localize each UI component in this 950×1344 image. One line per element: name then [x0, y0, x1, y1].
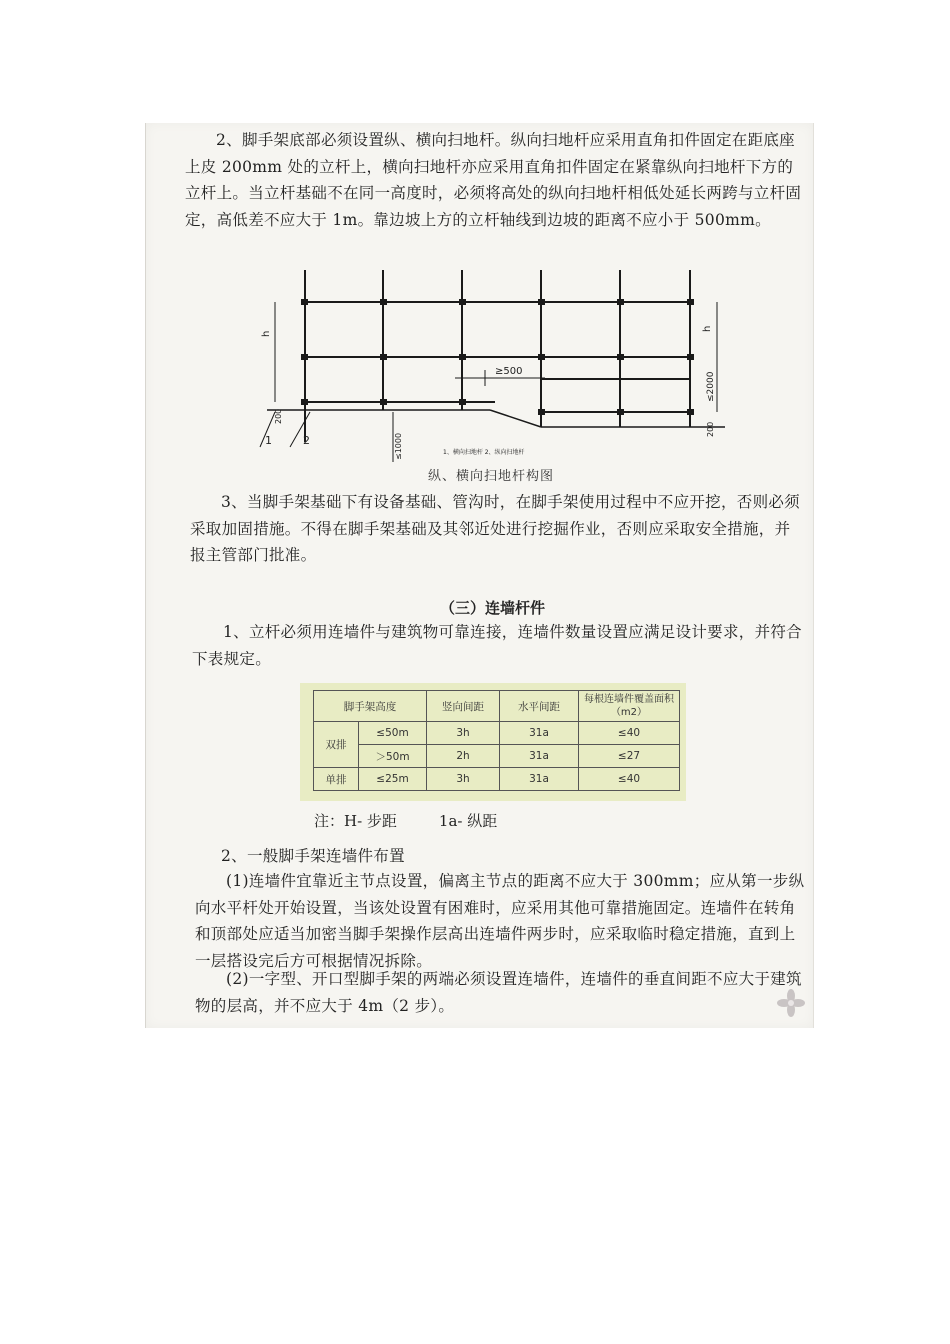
- note-spacing: 1a- 纵距: [438, 812, 498, 830]
- sweeping-pole-diagram: [255, 262, 735, 462]
- table-row: [314, 745, 680, 768]
- label-h-right: h: [702, 325, 713, 332]
- header-vertical: 竖向间距: [427, 691, 500, 722]
- spec-table: [313, 690, 680, 791]
- section-heading: （三）连墙杆件: [440, 599, 546, 617]
- cell-horizontal: 31a: [500, 745, 579, 768]
- cell-vertical: 2h: [427, 745, 500, 768]
- cell-height: ≤50m: [359, 722, 427, 745]
- label-200-left: 200: [274, 408, 283, 424]
- cell-height: ＞50m: [359, 745, 427, 768]
- spec-table-panel: [300, 683, 686, 801]
- header-height: 脚手架高度: [314, 691, 427, 722]
- paragraph-wall-ties: 1、立杆必须用连墙件与建筑物可靠连接，连墙件数量设置应满足设计要求，并符合下表规定。: [192, 623, 802, 668]
- label-200-right: 200: [706, 421, 715, 437]
- table-row: [314, 722, 680, 745]
- header-area: 每根连墙件覆盖面积（m2）: [579, 691, 680, 722]
- header-horizontal: 水平间距: [500, 691, 579, 722]
- cell-height: ≤25m: [359, 768, 427, 791]
- note-step: 注：H- 步距: [314, 812, 397, 830]
- cell-double-row: 双排: [314, 722, 359, 768]
- table-note: [314, 810, 497, 831]
- label-1: 1: [265, 434, 272, 447]
- paragraph-general-2: (2)一字型、开口型脚手架的两端必须设置连墙件，连墙件的垂直间距不应大于建筑物的层高，并不应大于 4m（2 步）。: [195, 970, 802, 1015]
- label-ge500: ≥500: [495, 366, 523, 377]
- cell-area: ≤40: [579, 722, 680, 745]
- label-2: 2: [303, 434, 310, 447]
- label-h-left: h: [261, 330, 272, 337]
- paragraph-general-1: (1)连墙件宜靠近主节点设置，偏离主节点的距离不应大于 300mm；应从第一步纵向水平杆处开始设置，当该处设置有困难时，应采用其他可靠措施固定。连墙件在转角和顶部处应适当加密当脚手架操作层高出连墙件两步时，应采取临时稳定措施，直到上一层搭设完后方可根据情况拆除。: [195, 872, 805, 970]
- paragraph-sweeping-pole: 2、脚手架底部必须设置纵、横向扫地杆。纵向扫地杆应采用直角扣件固定在距底座上皮 200mm 处的立杆上，横向扫地杆亦应采用直角扣件固定在紧靠纵向扫地杆下方的立杆上。当立杆基础不在同一高度时，必须将高处的纵向扫地杆相低处延长两跨与立杆固定，高低差不应大于 1m。靠边坡上方的立杆轴线到边坡的距离不应小于 500mm。: [185, 131, 802, 229]
- cell-horizontal: 31a: [500, 768, 579, 791]
- label-le2000: ≤2000: [706, 371, 716, 402]
- cell-vertical: 3h: [427, 722, 500, 745]
- watermark-logo-icon: [776, 988, 806, 1020]
- table-header-row: [314, 691, 680, 722]
- table-row: [314, 768, 680, 791]
- cell-area: ≤27: [579, 745, 680, 768]
- paragraph-foundation: 3、当脚手架基础下有设备基础、管沟时，在脚手架使用过程中不应开挖，否则必须采取加固措施。不得在脚手架基础及其邻近处进行挖掘作业，否则应采取安全措施，并报主管部门批准。: [190, 493, 800, 564]
- figure-legend: 1、横向扫地杆 2、纵向扫地杆: [443, 449, 525, 456]
- cell-horizontal: 31a: [500, 722, 579, 745]
- paragraph-general-title: 2、一般脚手架连墙件布置: [221, 847, 405, 865]
- label-1000: ≤1000: [394, 432, 403, 460]
- cell-single-row: 单排: [314, 768, 359, 791]
- cell-area: ≤40: [579, 768, 680, 791]
- cell-vertical: 3h: [427, 768, 500, 791]
- figure-caption: 纵、横向扫地杆构图: [428, 469, 555, 484]
